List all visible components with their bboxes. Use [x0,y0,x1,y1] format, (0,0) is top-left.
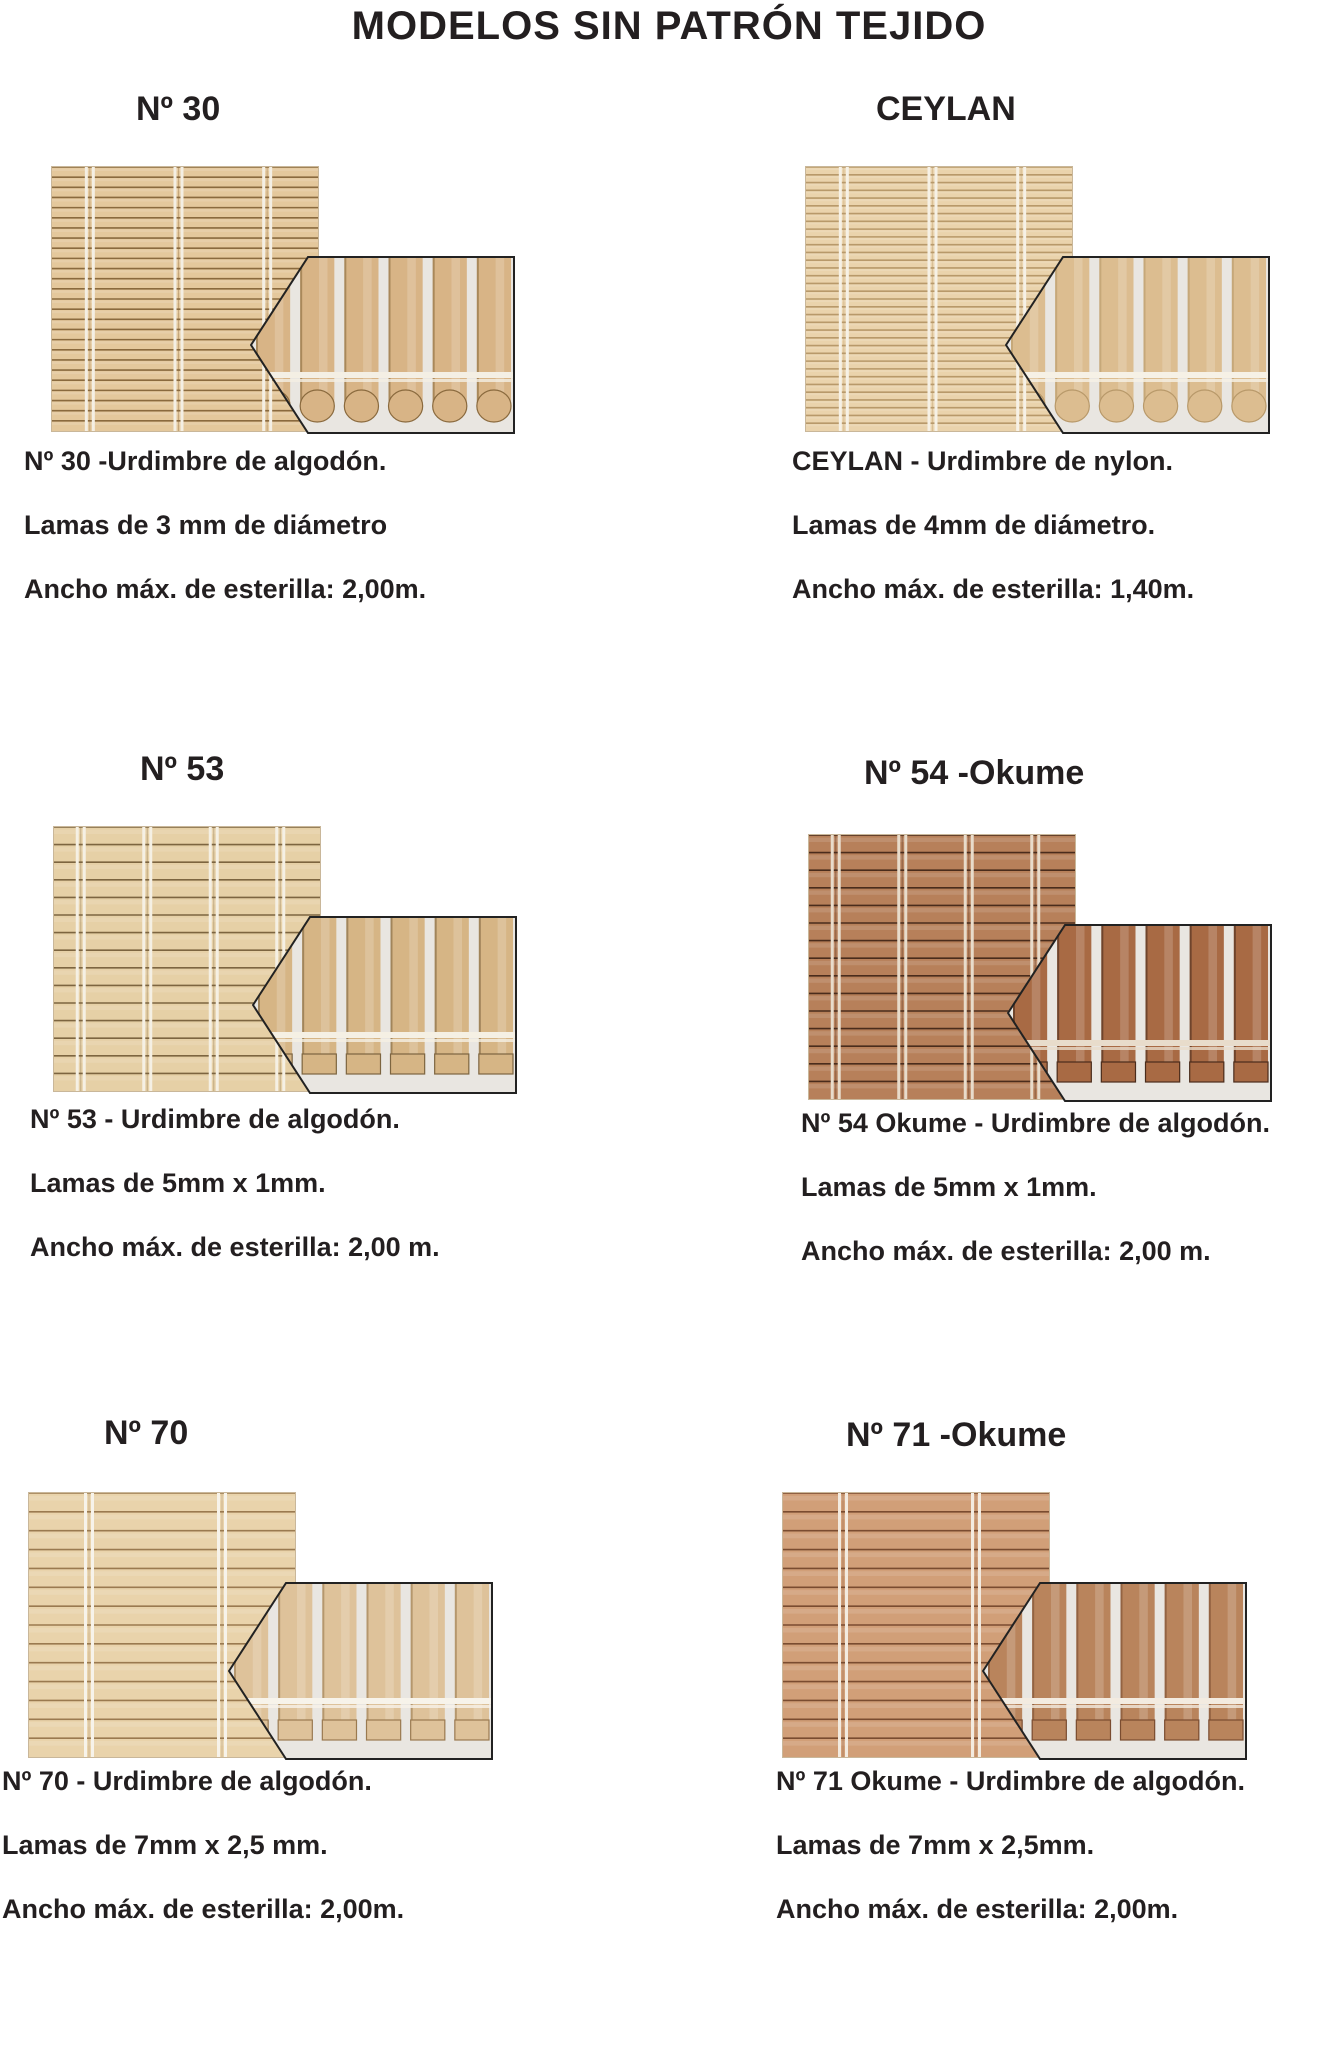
spec-max-width: Ancho máx. de esterilla: 2,00m. [2,1894,405,1924]
model-name: Nº 30 [136,90,221,128]
model-specs [30,1102,440,1294]
spec-warp: Nº 71 Okume - Urdimbre de algodón. [776,1766,1245,1796]
spec-warp: Nº 30 -Urdimbre de algodón. [24,446,387,476]
spec-max-width: Ancho máx. de esterilla: 1,40m. [792,574,1195,604]
spec-slats: Lamas de 7mm x 2,5mm. [776,1830,1095,1860]
model-specs [24,444,426,636]
model-name: Nº 70 [104,1414,189,1452]
mat-swatch-image [782,1492,1050,1758]
model-specs [801,1106,1270,1298]
model-name: Nº 71 -Okume [846,1416,1067,1454]
spec-warp: Nº 70 - Urdimbre de algodón. [2,1766,372,1796]
model-specs [792,444,1194,636]
spec-warp: Nº 54 Okume - Urdimbre de algodón. [801,1108,1270,1138]
spec-max-width: Ancho máx. de esterilla: 2,00m. [776,1894,1179,1924]
model-card-n71-okume [660,1404,1320,1924]
spec-slats: Lamas de 7mm x 2,5 mm. [2,1830,328,1860]
spec-max-width: Ancho máx. de esterilla: 2,00 m. [30,1232,440,1262]
model-name: CEYLAN [876,90,1016,128]
mat-swatch-image [28,1492,296,1758]
spec-slats: Lamas de 5mm x 1mm. [801,1172,1097,1202]
spec-warp: CEYLAN - Urdimbre de nylon. [792,446,1174,476]
model-card-n70 [0,1404,660,1924]
page-title: MODELOS SIN PATRÓN TEJIDO [351,4,987,48]
spec-max-width: Ancho máx. de esterilla: 2,00m. [24,574,427,604]
spec-max-width: Ancho máx. de esterilla: 2,00 m. [801,1236,1211,1266]
model-card-n54-okume [660,740,1320,1266]
spec-warp: Nº 53 - Urdimbre de algodón. [30,1104,400,1134]
model-card-ceylan [660,80,1320,604]
model-name: Nº 53 [140,750,225,788]
mat-swatch-image [805,166,1073,432]
mat-swatch-image [51,166,319,432]
mat-swatch-image [808,834,1076,1100]
model-card-n53 [0,740,660,1260]
model-card-n30 [0,80,660,604]
model-specs [2,1764,404,1956]
mat-swatch-image [53,826,321,1092]
spec-slats: Lamas de 3 mm de diámetro [24,510,388,540]
spec-slats: Lamas de 4mm de diámetro. [792,510,1156,540]
model-specs [776,1764,1245,1956]
model-name: Nº 54 -Okume [864,754,1085,792]
spec-slats: Lamas de 5mm x 1mm. [30,1168,326,1198]
